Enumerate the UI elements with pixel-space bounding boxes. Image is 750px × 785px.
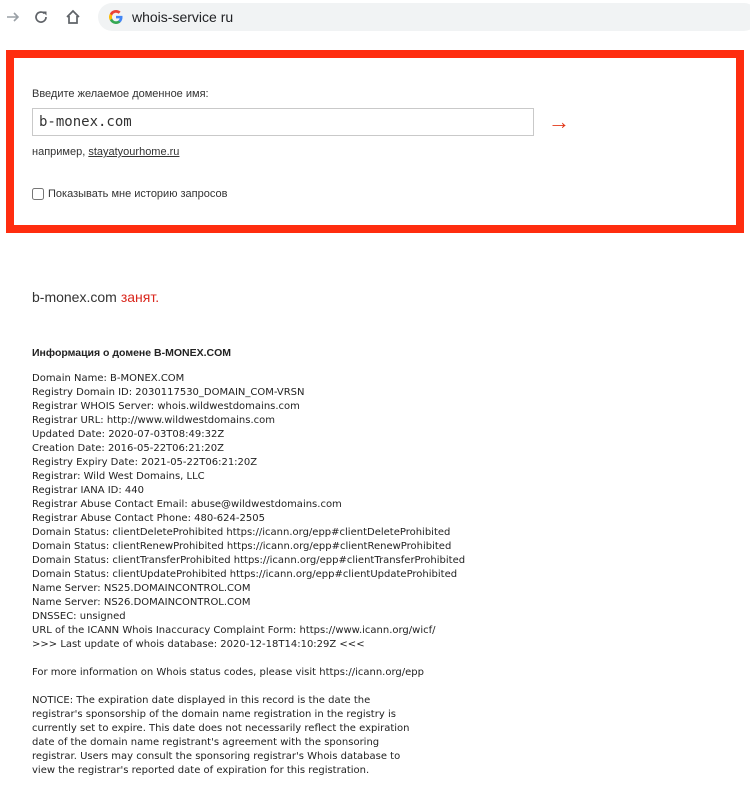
whois-line: >>> Last update of whois database: 2020-12-18T14:10:29Z <<< [32, 639, 365, 650]
whois-line: Registrar Abuse Contact Email: abuse@wildwestdomains.com [32, 499, 342, 510]
whois-line: Registrar Abuse Contact Phone: 480-624-2505 [32, 513, 265, 524]
whois-line: Name Server: NS26.DOMAINCONTROL.COM [32, 597, 251, 608]
whois-line: Registry Domain ID: 2030117530_DOMAIN_COM-VRSN [32, 387, 305, 398]
address-bar[interactable] [98, 3, 750, 31]
availability-result [32, 289, 159, 305]
whois-line: Registrar IANA ID: 440 [32, 485, 145, 496]
whois-line: Domain Status: clientRenewProhibited https://icann.org/epp#clientRenewProhibited [32, 541, 452, 552]
whois-line: For more information on Whois status codes, please visit https://icann.org/epp [32, 667, 424, 678]
whois-line: NOTICE: The expiration date displayed in this record is the date the [32, 695, 371, 706]
whois-line: registrar's sponsorship of the domain name registration in the registry is [32, 709, 396, 720]
whois-line: Name Server: NS25.DOMAINCONTROL.COM [32, 583, 251, 594]
reload-icon[interactable] [28, 4, 54, 30]
whois-line: Domain Status: clientTransferProhibited https://icann.org/epp#clientTransferProhibited [32, 555, 466, 566]
whois-line: Domain Name: B-MONEX.COM [32, 373, 185, 384]
forward-arrow-icon[interactable] [0, 4, 26, 30]
result-domain: b-monex.com [32, 289, 117, 305]
history-checkbox[interactable] [32, 188, 44, 200]
home-icon[interactable] [60, 4, 86, 30]
status-taken: занят. [120, 289, 160, 305]
google-g-icon [108, 9, 124, 25]
whois-line: date of the domain name registrant's agreement with the sponsoring [32, 737, 380, 748]
browser-toolbar [0, 0, 750, 34]
whois-line: view the registrar's reported date of expiration for this registration. [32, 765, 370, 776]
submit-arrow-icon[interactable]: → [548, 109, 570, 134]
whois-line: Registrar: Wild West Domains, LLC [32, 471, 205, 482]
whois-line [32, 652, 732, 666]
whois-line: Updated Date: 2020-07-03T08:49:32Z [32, 429, 225, 440]
whois-line: Registry Expiry Date: 2021-05-22T06:21:20Z [32, 457, 258, 468]
domain-info-heading: Информация о домене B-MONEX.COM [32, 347, 232, 359]
whois-line: Registrar WHOIS Server: whois.wildwestdomains.com [32, 401, 300, 412]
whois-line: Registrar URL: http://www.wildwestdomains.com [32, 415, 275, 426]
whois-line: URL of the ICANN Whois Inaccuracy Complaint Form: https://www.icann.org/wicf/ [32, 625, 436, 636]
example-prefix: например, [32, 146, 89, 158]
whois-line: Domain Status: clientDeleteProhibited https://icann.org/epp#clientDeleteProhibited [32, 527, 451, 538]
whois-line: registrar. Users may consult the sponsoring registrar's Whois database to [32, 751, 401, 762]
whois-line [32, 680, 732, 694]
whois-line: Domain Status: clientUpdateProhibited https://icann.org/epp#clientUpdateProhibited [32, 569, 458, 580]
whois-record [32, 372, 732, 778]
domain-search-panel [6, 50, 744, 233]
history-toggle[interactable] [32, 188, 227, 200]
whois-line: Creation Date: 2016-05-22T06:21:20Z [32, 443, 224, 454]
example-link[interactable]: stayatyourhome.ru [88, 146, 180, 158]
whois-line: currently set to expire. This date does not necessarily reflect the expiration [32, 723, 410, 734]
url-text: whois-service ru [132, 9, 234, 25]
example-hint [32, 146, 179, 158]
whois-line: DNSSEC: unsigned [32, 611, 126, 622]
domain-input[interactable] [32, 108, 534, 136]
history-label: Показывать мне историю запросов [48, 188, 228, 200]
domain-prompt-label: Введите желаемое доменное имя: [32, 88, 209, 100]
